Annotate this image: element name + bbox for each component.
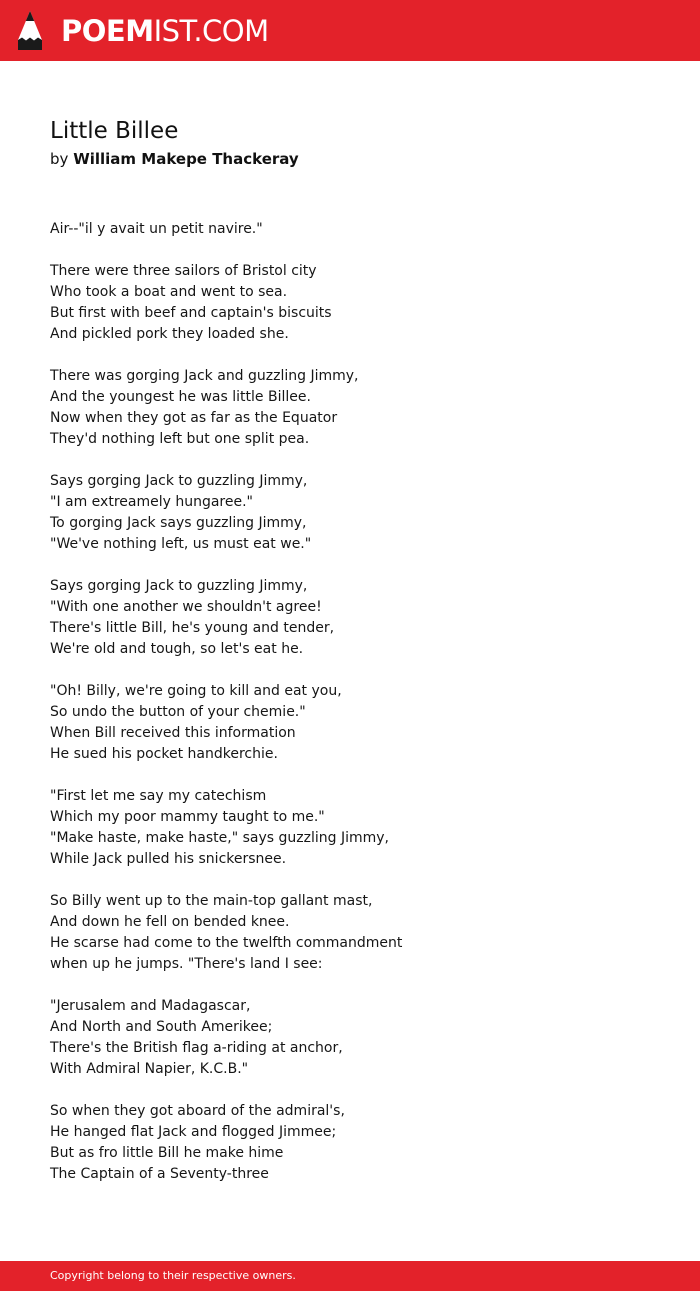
poem-line: He scarse had come to the twelfth commandment (50, 935, 403, 951)
poem-stanza (50, 1101, 650, 1185)
logo-text-light: IST.COM (153, 14, 269, 48)
poem-line: "With one another we shouldn't agree! (50, 599, 322, 615)
site-logo-text (61, 13, 269, 49)
poem-stanza (50, 891, 650, 975)
poem-line: "We've nothing left, us must eat we." (50, 536, 312, 552)
poem-line: And the youngest he was little Billee. (50, 389, 311, 405)
poem-line: He sued his pocket handkerchie. (50, 746, 278, 762)
stanza-gap (50, 240, 650, 261)
poem-line: When Bill received this information (50, 725, 296, 741)
poem-line: But first with beef and captain's biscuits (50, 305, 332, 321)
poem-line: "Jerusalem and Madagascar, (50, 998, 251, 1014)
poem-line: To gorging Jack says guzzling Jimmy, (50, 515, 307, 531)
poem-line: "Oh! Billy, we're going to kill and eat you, (50, 683, 342, 699)
poem-line: Who took a boat and went to sea. (50, 284, 288, 300)
poem-line: Says gorging Jack to guzzling Jimmy, (50, 473, 308, 489)
stanza-gap (50, 975, 650, 996)
poem-line: Air--"il y avait un petit navire." (50, 221, 263, 237)
stanza-gap (50, 870, 650, 891)
byline-prefix: by (50, 150, 69, 168)
copyright-notice: Copyright belong to their respective owners. (50, 1269, 296, 1282)
poem-line: "First let me say my catechism (50, 788, 267, 804)
poem-line: And pickled pork they loaded she. (50, 326, 289, 342)
stanza-gap (50, 450, 650, 471)
poem-stanza (50, 996, 650, 1080)
poem-line: There were three sailors of Bristol city (50, 263, 317, 279)
poem-stanza (50, 576, 650, 660)
poem-line: when up he jumps. "There's land I see: (50, 956, 323, 972)
poem-stanza (50, 261, 650, 345)
poem-line: So undo the button of your chemie." (50, 704, 306, 720)
poem-body (50, 219, 650, 1185)
poem-author: William Makepe Thackeray (73, 150, 299, 168)
poem-line: So Billy went up to the main-top gallant mast, (50, 893, 373, 909)
poem-stanza (50, 219, 650, 240)
poem-line: And down he fell on bended knee. (50, 914, 290, 930)
poem-line: There's the British flag a-riding at anchor, (50, 1040, 343, 1056)
site-header (0, 0, 700, 61)
poem-stanza (50, 681, 650, 765)
poem-line: But as fro little Bill he make hime (50, 1145, 284, 1161)
site-footer (0, 1261, 700, 1291)
poem-stanza (50, 366, 650, 450)
poem-line: They'd nothing left but one split pea. (50, 431, 310, 447)
poem-line: So when they got aboard of the admiral's, (50, 1103, 345, 1119)
poem-line: There's little Bill, he's young and tender, (50, 620, 335, 636)
stanza-gap (50, 1080, 650, 1101)
poem-line: There was gorging Jack and guzzling Jimmy, (50, 368, 359, 384)
stanza-gap (50, 345, 650, 366)
logo-text-bold: POEM (61, 14, 154, 48)
poem-stanza (50, 471, 650, 555)
poem-byline (50, 149, 299, 169)
poem-line: And North and South Amerikee; (50, 1019, 273, 1035)
poem-line: While Jack pulled his snickersnee. (50, 851, 287, 867)
poem-line: "I am extreamely hungaree." (50, 494, 253, 510)
poem-line: "Make haste, make haste," says guzzling Jimmy, (50, 830, 389, 846)
poem-line: Says gorging Jack to guzzling Jimmy, (50, 578, 308, 594)
poem-stanza (50, 786, 650, 870)
poem-title: Little Billee (50, 118, 179, 144)
stanza-gap (50, 555, 650, 576)
poem-line: We're old and tough, so let's eat he. (50, 641, 304, 657)
poem-line: Which my poor mammy taught to me." (50, 809, 325, 825)
stanza-gap (50, 660, 650, 681)
poem-line: Now when they got as far as the Equator (50, 410, 338, 426)
poem-line: He hanged flat Jack and flogged Jimmee; (50, 1124, 337, 1140)
poem-line: The Captain of a Seventy-three (50, 1166, 269, 1182)
pencil-icon (17, 10, 43, 51)
stanza-gap (50, 765, 650, 786)
poem-line: With Admiral Napier, K.C.B." (50, 1061, 249, 1077)
